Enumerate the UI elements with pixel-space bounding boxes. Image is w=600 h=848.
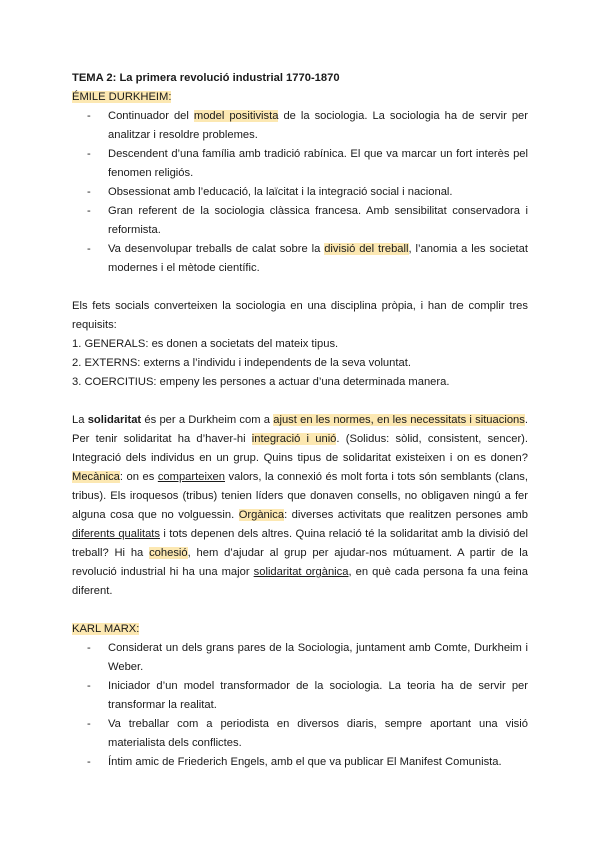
list-item (72, 107, 528, 145)
requirement-item: 1. GENERALS: es donen a societats del mateix tipus. (72, 338, 339, 350)
text: La (72, 414, 88, 426)
text: i tots depenen dels altres. Quina relació té la solidaritat amb la divisió del treball? Hi ha (72, 528, 529, 559)
underlined-term: diferents qualitats (72, 528, 160, 540)
list-item: - Íntim amic de Friederich Engels, amb el que va publicar El Manifest Comunista. (72, 753, 528, 772)
text: , en què cada persona fa una feina diferent. (72, 566, 528, 597)
underlined-term: solidaritat orgànica (253, 566, 349, 578)
highlight: cohesió (149, 547, 188, 559)
marx-heading-text: KARL MARX: (72, 623, 140, 635)
text: , hem d’ajudar al grup per ajudar-nos mútuament. A partir de la revolució industrial hi ha una major (72, 547, 528, 578)
text: Continuador del (108, 110, 194, 122)
list-item: - Va treballar com a periodista en diversos diaris, sempre aportant una visió materialista dels conflictes. (72, 715, 528, 753)
text: Va desenvolupar treballs de calat sobre la (108, 243, 325, 255)
text: és per a Durkheim com a (141, 414, 274, 426)
highlight: Orgànica (238, 509, 285, 521)
text: : on es (119, 471, 158, 483)
list-item: - Considerat un dels grans pares de la Sociologia, juntament amb Comte, Durkheim i Weber. (72, 639, 528, 677)
page-title: TEMA 2: La primera revolució industrial 1770-1870 (72, 72, 340, 84)
bold-term: solidaritat (87, 414, 142, 426)
list-item: - Gran referent de la sociologia clàssica francesa. Amb sensibilitat conservadora i reformista. (72, 202, 528, 240)
solidarity-paragraph (72, 411, 528, 601)
marx-list (72, 639, 528, 772)
list-item: - Obsessionat amb l’educació, la laïcitat i la integració social i nacional. (72, 183, 528, 202)
highlight: model positivista (193, 110, 279, 122)
text: . (Solidus: sòlid, consistent, sencer). Integració dels individus en un grup. Quins tipus de solidaritat existeixen i on es donen? (72, 433, 528, 464)
text: : diverses activitats que realitzen persones amb (284, 509, 528, 521)
text: . Per tenir solidaritat ha d’haver-hi (72, 414, 528, 445)
underlined-term: comparteixen (157, 471, 225, 483)
list-item (72, 240, 528, 278)
list-item: - Descendent d’una família amb tradició rabínica. El que va marcar un fort interès pel fenomen religiós. (72, 145, 528, 183)
durkheim-heading-text: ÉMILE DURKHEIM: (72, 91, 172, 103)
requirement-item: 2. EXTERNS: externs a l’individu i independents de la seva voluntat. (72, 357, 411, 369)
facts-intro: Els fets socials converteixen la sociologia en una disciplina pròpia, i han de complir tres requisits: (72, 300, 528, 331)
list-item: - Iniciador d’un model transformador de la sociologia. La teoria ha de servir per transformar la realitat. (72, 677, 528, 715)
highlight: ajust en les normes, en les necessitats i situacions (273, 414, 525, 426)
requirement-item: 3. COERCITIUS: empeny les persones a actuar d’una determinada manera. (72, 376, 450, 388)
text: de la sociologia. La sociologia ha de servir per analitzar i resoldre problemes. (108, 110, 529, 141)
text: valors, la connexió és molt forta i tots són semblants (clans, tribus). Els iroquesos (tribus) tenien líders que donaven consells, no obligaven ningú a fer alguna cosa que no volguessin. (72, 471, 528, 521)
text: , l’anomia a les societat modernes i el mètode científic. (108, 243, 528, 274)
highlight: integració i unió (251, 433, 337, 445)
marx-heading (72, 620, 528, 639)
highlight: Mecànica (72, 471, 120, 483)
highlight: divisió del treball (324, 243, 409, 255)
durkheim-heading (72, 88, 528, 107)
durkheim-list (72, 107, 528, 278)
